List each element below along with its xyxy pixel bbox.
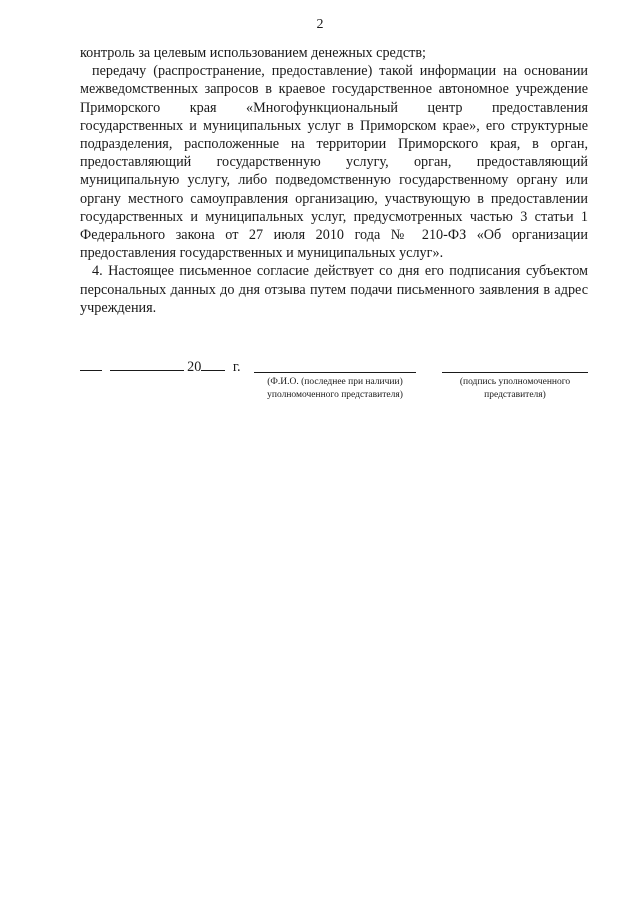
year-prefix: 20 (187, 359, 202, 375)
signature-line (442, 372, 588, 373)
paragraph-consent-term: 4. Настоящее письменное согласие действует со дня его подписания субъектом персональных данных до дня отзыва путем подачи письменного заявления в адрес учреждения. (80, 263, 588, 316)
paragraph-control: контроль за целевым использованием денежных средств; (80, 45, 426, 61)
fio-line (254, 372, 416, 373)
paragraph-transfer: передачу (распространение, предоставление) такой информации на основании межведомственных запросов в краевое государственное автономное учреждение Приморского края «Многофункциональный центр предоставления государственных и муниципальных услуг в Приморском крае», его структурные подразделения, расположенные на территории Приморского края, в орган, предоставляющий государственную услугу, орган, предоставляющий муниципальную услугу, либо подведомственную государственному органу или органу местного самоуправления организацию, участвующую в предоставлении государственных и муниципальных услуг, предусмотренных частью 3 статьи 1 Федерального закона от 27 июля 2010 года № 210-ФЗ «Об организации предоставления государственных и муниципальных услуг». (80, 63, 588, 262)
day-blank (80, 356, 102, 371)
page-number: 2 (316, 17, 324, 32)
month-blank (110, 356, 184, 371)
year-blank (201, 356, 225, 371)
year-suffix: г. (232, 359, 241, 375)
date-field (80, 356, 241, 376)
document-body (80, 44, 588, 317)
signature-block (0, 356, 640, 416)
fio-caption-line2: уполномоченного представителя) (267, 390, 403, 400)
sign-caption-line1: (подпись уполномоченного (459, 377, 571, 387)
fio-signature-field (254, 372, 416, 402)
signature-field (442, 372, 588, 402)
fio-caption-line1: (Ф.И.О. (последнее при наличии) (267, 377, 403, 387)
sign-caption-line2: представителя) (484, 390, 546, 400)
